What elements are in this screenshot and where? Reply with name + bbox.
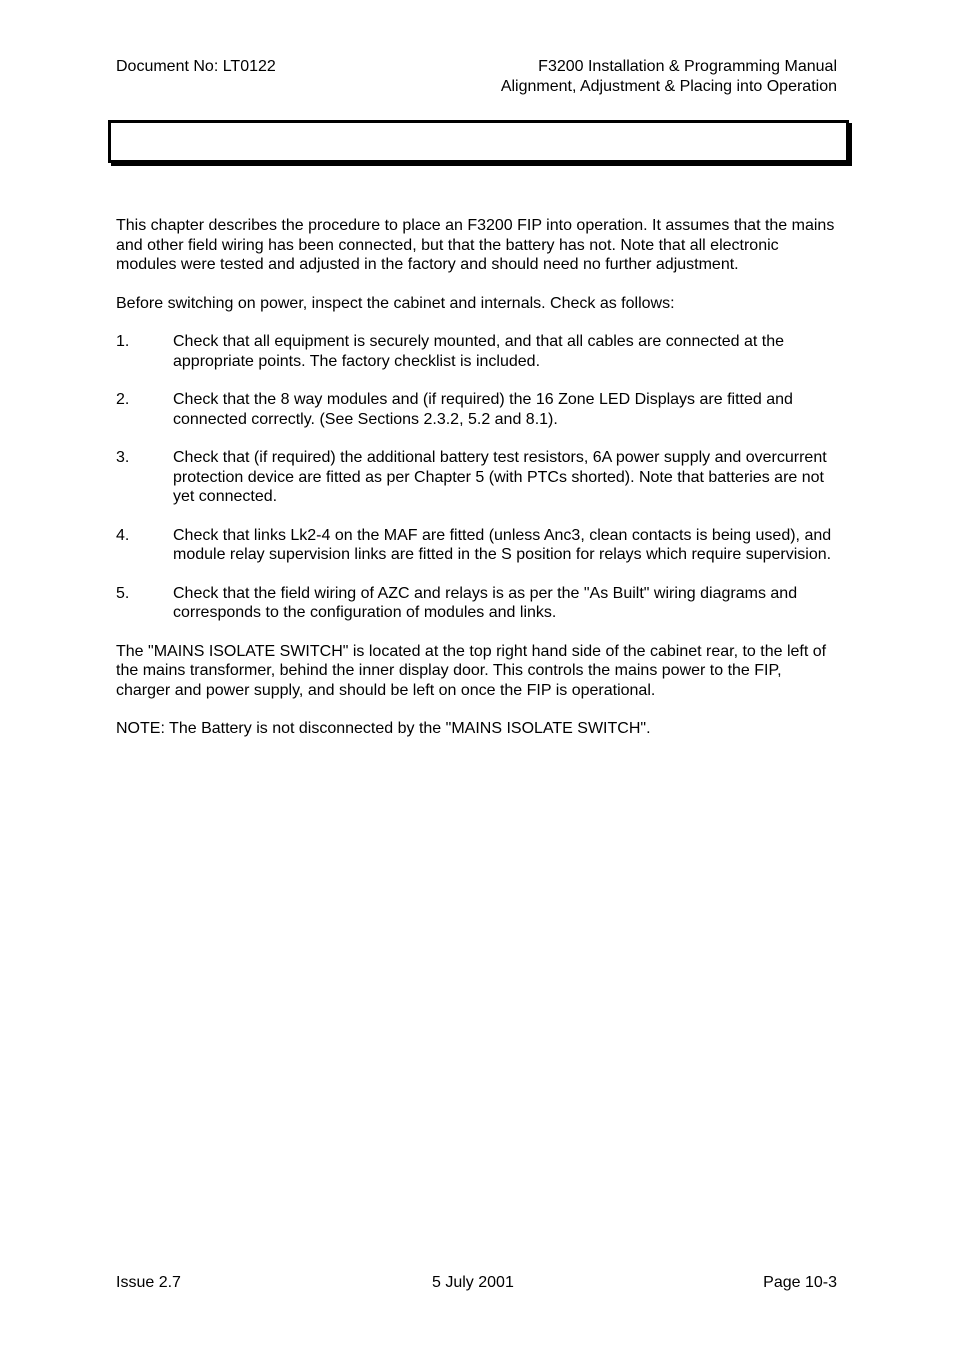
- checklist-item-3: [116, 448, 837, 507]
- mains-isolate-paragraph: The "MAINS ISOLATE SWITCH" is located at the top right hand side of the cabinet rear, to the left of the mains transformer, behind the inner display door. This controls the mains power to the FIP, charger and power supply, and should be left on once the FIP is operational.: [116, 642, 827, 699]
- note-paragraph: NOTE: The Battery is not disconnected by the "MAINS ISOLATE SWITCH".: [116, 720, 651, 737]
- checklist-item-1: [116, 332, 837, 371]
- manual-title: F3200 Installation & Programming Manual: [538, 58, 837, 75]
- checklist-number: 5.: [116, 584, 130, 602]
- checklist-text: Check that the field wiring of AZC and relays is as per the "As Built" wiring diagrams and corresponds to the configuration of modules and links.: [173, 584, 798, 621]
- chapter-heading-box: [108, 120, 849, 163]
- checklist-number: 4.: [116, 526, 130, 544]
- checklist-item-5: [116, 584, 837, 623]
- checklist-number: 2.: [116, 391, 130, 408]
- checklist-text: Check that (if required) the additional battery test resistors, 6A power supply and overcurrent protection device are fitted as per Chapter 5 (with PTCs shorted). Note that batteries are not yet connected.: [173, 449, 827, 505]
- intro-paragraph: This chapter describes the procedure to place an F3200 FIP into operation. It assumes that the mains and other field wiring has been connected, but that the battery has not. Note that all electronic modules were tested and adjusted in the factory and should need no further adjustment.: [116, 217, 835, 273]
- checklist-item-4: [116, 526, 837, 565]
- checklist-number: 1.: [116, 333, 130, 350]
- before-switching-paragraph: Before switching on power, inspect the cabinet and internals. Check as follows:: [116, 294, 675, 312]
- section-title: Alignment, Adjustment & Placing into Operation: [500, 77, 837, 95]
- issue-date: 5 July 2001: [432, 1274, 514, 1291]
- checklist-text: Check that the 8 way modules and (if required) the 16 Zone LED Displays are fitted and connected correctly. (See Sections 2.3.2, 5.2 and 8.1).: [173, 391, 793, 428]
- manual-title-block: [501, 57, 837, 96]
- issue-number: Issue 2.7: [116, 1274, 181, 1291]
- document-number: Document No: LT0122: [116, 58, 276, 75]
- page-number: Page 10-3: [763, 1274, 837, 1291]
- checklist-text: Check that all equipment is securely mounted, and that all cables are connected at the appropriate points. The factory checklist is included.: [173, 333, 785, 370]
- checklist-text: Check that links Lk2-4 on the MAF are fitted (unless Anc3, clean contacts is being used), and module relay supervision links are fitted in the S position for relays which require supervision.: [173, 526, 832, 563]
- checklist-item-2: [116, 390, 837, 429]
- page-body: [116, 216, 837, 739]
- checklist-number: 3.: [116, 449, 130, 466]
- page-footer: [116, 1273, 837, 1293]
